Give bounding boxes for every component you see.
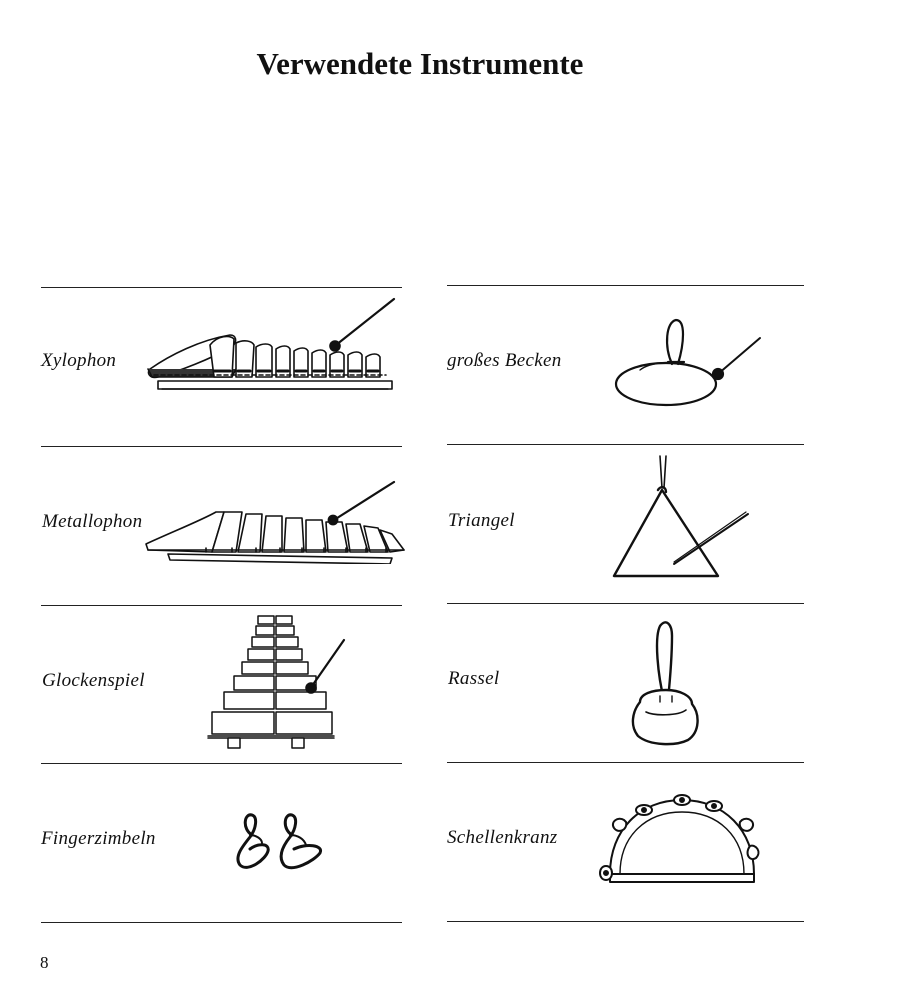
glockenspiel-icon <box>200 612 350 754</box>
divider-line <box>41 446 402 447</box>
divider-line <box>447 444 804 445</box>
divider-line <box>41 605 402 606</box>
instrument-label-grosses-becken: großes Becken <box>447 350 562 371</box>
divider-line <box>447 603 804 604</box>
divider-line <box>447 285 804 286</box>
instrument-label-triangel: Triangel <box>448 510 515 531</box>
divider-line <box>447 762 804 763</box>
instrument-label-rassel: Rassel <box>448 668 500 689</box>
finger-cymbals-icon <box>232 805 332 875</box>
xylophone-icon <box>140 295 405 395</box>
divider-line <box>41 922 402 923</box>
divider-line <box>41 763 402 764</box>
divider-line <box>41 287 402 288</box>
page-title: Verwendete Instrumente <box>256 46 584 81</box>
instrument-label-glockenspiel: Glockenspiel <box>42 670 145 691</box>
metallophone-icon <box>142 478 407 564</box>
instrument-label-fingerzimbeln: Fingerzimbeln <box>41 828 156 849</box>
instrument-label-xylophon: Xylophon <box>41 350 117 371</box>
tambourine-icon <box>596 790 766 890</box>
divider-line <box>447 921 804 922</box>
rattle-icon <box>620 616 710 748</box>
instrument-label-metallophon: Metallophon <box>42 511 143 532</box>
cymbal-icon <box>610 316 770 408</box>
instrument-label-schellenkranz: Schellenkranz <box>447 827 558 848</box>
triangle-icon <box>600 452 760 582</box>
page-number: 8 <box>40 953 49 972</box>
